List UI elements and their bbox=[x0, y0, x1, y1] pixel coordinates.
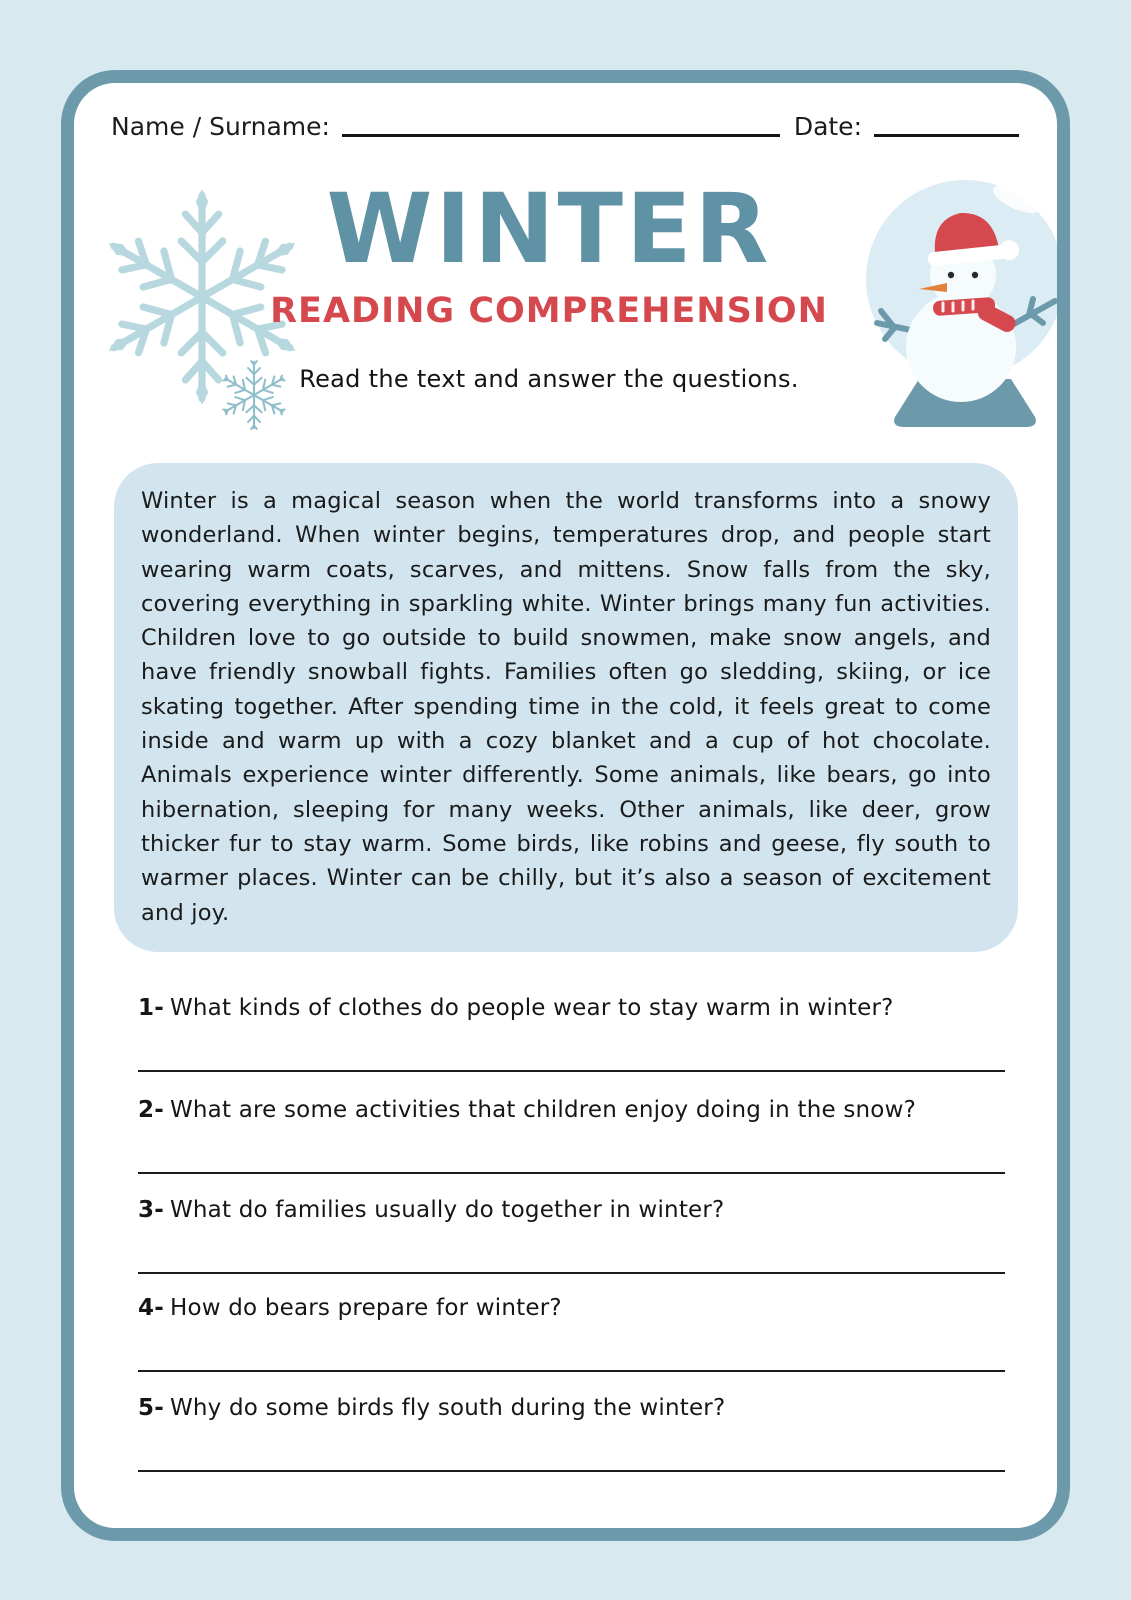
question-3-number: 3- bbox=[138, 1197, 164, 1223]
date-input-line[interactable] bbox=[874, 107, 1019, 137]
answer-line-5[interactable] bbox=[138, 1470, 1005, 1472]
name-input-line[interactable] bbox=[342, 107, 780, 137]
name-surname-label: Name / Surname: bbox=[111, 112, 330, 141]
instruction-text: Read the text and answer the questions. bbox=[299, 365, 799, 393]
title-zone bbox=[74, 143, 1057, 503]
answer-line-3[interactable] bbox=[138, 1272, 1005, 1274]
question-4 bbox=[138, 1295, 1005, 1372]
answer-line-2[interactable] bbox=[138, 1172, 1005, 1174]
question-2-text: What are some activities that children enjoy doing in the snow? bbox=[169, 1097, 916, 1123]
question-3-text: What do families usually do together in winter? bbox=[169, 1197, 725, 1223]
question-5-text: Why do some birds fly south during the winter? bbox=[169, 1395, 726, 1421]
question-3 bbox=[138, 1197, 1005, 1274]
question-1-text: What kinds of clothes do people wear to stay warm in winter? bbox=[169, 995, 894, 1021]
answer-line-4[interactable] bbox=[138, 1370, 1005, 1372]
page-subtitle: READING COMPREHENSION bbox=[270, 291, 828, 331]
reading-passage-text: Winter is a magical season when the world transforms into a snowy wonderland. When winter begins, temperatures drop, and people start wearing warm coats, scarves, and mittens. Snow falls from the sky, covering everything in sparkling white. Winter brings many fun activities. Children love to go outside to build snowmen, make snow angels, and have friendly snowball fights. Families often go sledding, skiing, or ice skating together. After spending time in the cold, it feels great to come inside and warm up with a cozy blanket and a cup of hot chocolate. Animals experience winter differently. Some animals, like bears, go into hibernation, sleeping for many weeks. Other animals, like deer, grow thicker fur to stay warm. Some birds, like robins and geese, fly south to warmer places. Winter can be chilly, but it’s also a season of excitement and joy. bbox=[141, 488, 991, 926]
answer-line-1[interactable] bbox=[138, 1070, 1005, 1072]
question-5-number: 5- bbox=[138, 1395, 164, 1421]
question-2 bbox=[138, 1097, 1005, 1174]
date-label: Date: bbox=[793, 112, 862, 141]
page-title: WINTER bbox=[326, 173, 772, 285]
question-4-text: How do bears prepare for winter? bbox=[169, 1295, 562, 1321]
question-1-number: 1- bbox=[138, 995, 164, 1021]
snow-globe-snowman-icon bbox=[859, 161, 1070, 431]
question-1 bbox=[138, 995, 1005, 1072]
question-4-number: 4- bbox=[138, 1295, 164, 1321]
question-5 bbox=[138, 1395, 1005, 1472]
reading-passage-box bbox=[114, 463, 1018, 952]
question-2-number: 2- bbox=[138, 1097, 164, 1123]
header-row bbox=[111, 107, 1019, 143]
worksheet-card bbox=[61, 70, 1070, 1541]
